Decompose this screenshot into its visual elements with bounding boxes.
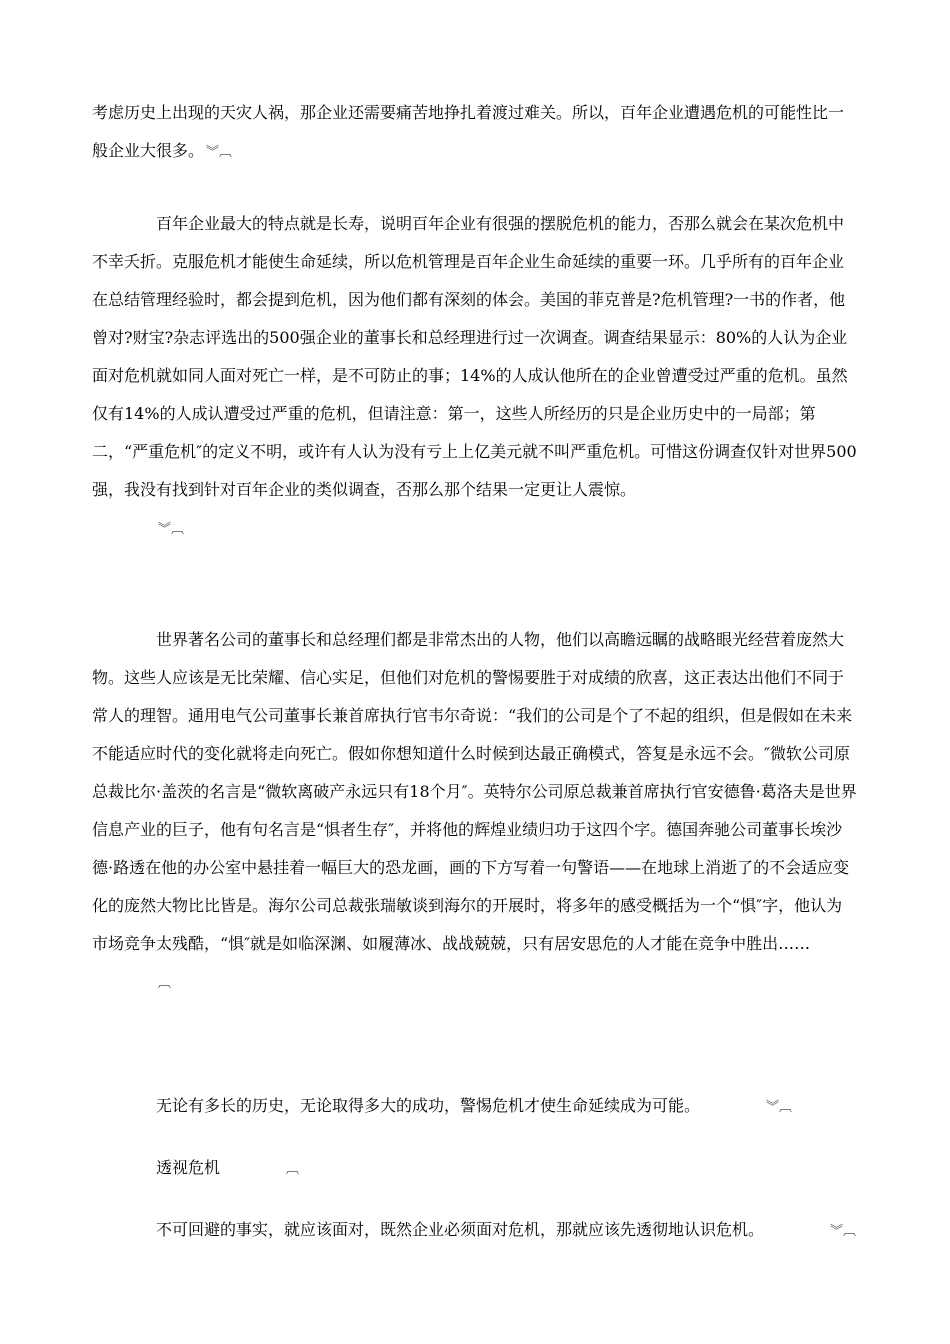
paragraph-text: 世界著名公司的董事长和总经理们都是非常杰出的人物，他们以高瞻远瞩的战略眼光经营着庞然大物。这些人应该是无比荣耀、信心实足，但他们对危机的警惕要胜于对成绩的欣喜，这正表达出他们不同于常人的理智。通用电气公司董事长兼首席执行官韦尔奇说：“我们的公司是个了不起的组织，但是假如在未来不能适应时代的变化就将走向死亡。假如你想知道什么时候到达最正确模式，答复是永远不会。″微软公司原总裁比尔·盖茨的名言是“微软离破产永远只有18个月″。英特尔公司原总裁兼首席执行官安德鲁·葛洛夫是世界信息产业的巨子，他有句名言是“惧者生存″，并将他的辉煌业绩归功于这四个字。德国奔驰公司董事长埃沙德·路透在他的办公室中悬挂着一幅巨大的恐龙画，画的下方写着一句警语——在地球上消逝了的不会适应变化的庞然大物比比皆是。海尔公司总裁张瑞敏谈到海尔的开展时，将多年的感受概括为一个“惧″字，他认为市场竞争太残酷，“惧″就是如临深渊、如履薄冰、战战兢兢，只有居安思危的人才能在竞争中胜出…… — [92, 630, 857, 953]
format-mark-icon: ︹ — [158, 976, 172, 991]
paragraph-vigilance — [92, 1087, 858, 1127]
heading-text: 透视危机 — [156, 1158, 221, 1177]
format-mark-icon: ︾︹ — [830, 1224, 857, 1239]
paragraph-text: 考虑历史上出现的天灾人祸，那企业还需要痛苦地挣扎着渡过难关。所以，百年企业遭遇危机的可能性比一般企业大很多。 — [92, 103, 845, 160]
format-mark-icon: ︾︹ — [158, 522, 185, 537]
paragraph-crisis-probability — [92, 94, 858, 172]
paragraph-executive-quotes — [92, 621, 858, 1003]
format-mark-icon: ︾︹ — [766, 1100, 793, 1115]
format-mark-icon: ︹ — [286, 1162, 300, 1177]
format-mark-icon: ︾︹ — [206, 145, 233, 160]
paragraph-text: 无论有多长的历史，无论取得多大的成功，警惕危机才使生命延续成为可能。 — [156, 1096, 701, 1115]
paragraph-text: 百年企业最大的特点就是长寿，说明百年企业有很强的摆脱危机的能力，否那么就会在某次危机中不幸夭折。克服危机才能使生命延续，所以危机管理是百年企业生命延续的重要一环。几乎所有的百年企业在总结管理经验时，都会提到危机，因为他们都有深刻的体会。美国的菲克普是?危机管理?一书的作者，他曾对?财宝?杂志评选出的500强企业的董事长和总经理进行过一次调查。调查结果显示：80%的人认为企业面对危机就如同人面对死亡一样，是不可防止的事；14%的人成认他所在的企业曾遭受过严重的危机。虽然仅有14%的人成认遭受过严重的危机，但请注意：第一，这些人所经历的只是企业历史中的一局部；第二，“严重危机″的定义不明，或许有人认为没有亏上上亿美元就不叫严重危机。可惜这份调查仅针对世界500强，我没有找到针对百年企业的类似调查，否那么那个结果一定更让人震惊。 — [92, 214, 857, 499]
paragraph-face-crisis — [92, 1211, 858, 1251]
paragraph-longevity-survey — [92, 205, 858, 549]
section-heading-crisis-insight — [92, 1149, 858, 1189]
paragraph-text: 不可回避的事实，就应该面对，既然企业必须面对危机，那就应该先透彻地认识危机。 — [156, 1220, 765, 1239]
